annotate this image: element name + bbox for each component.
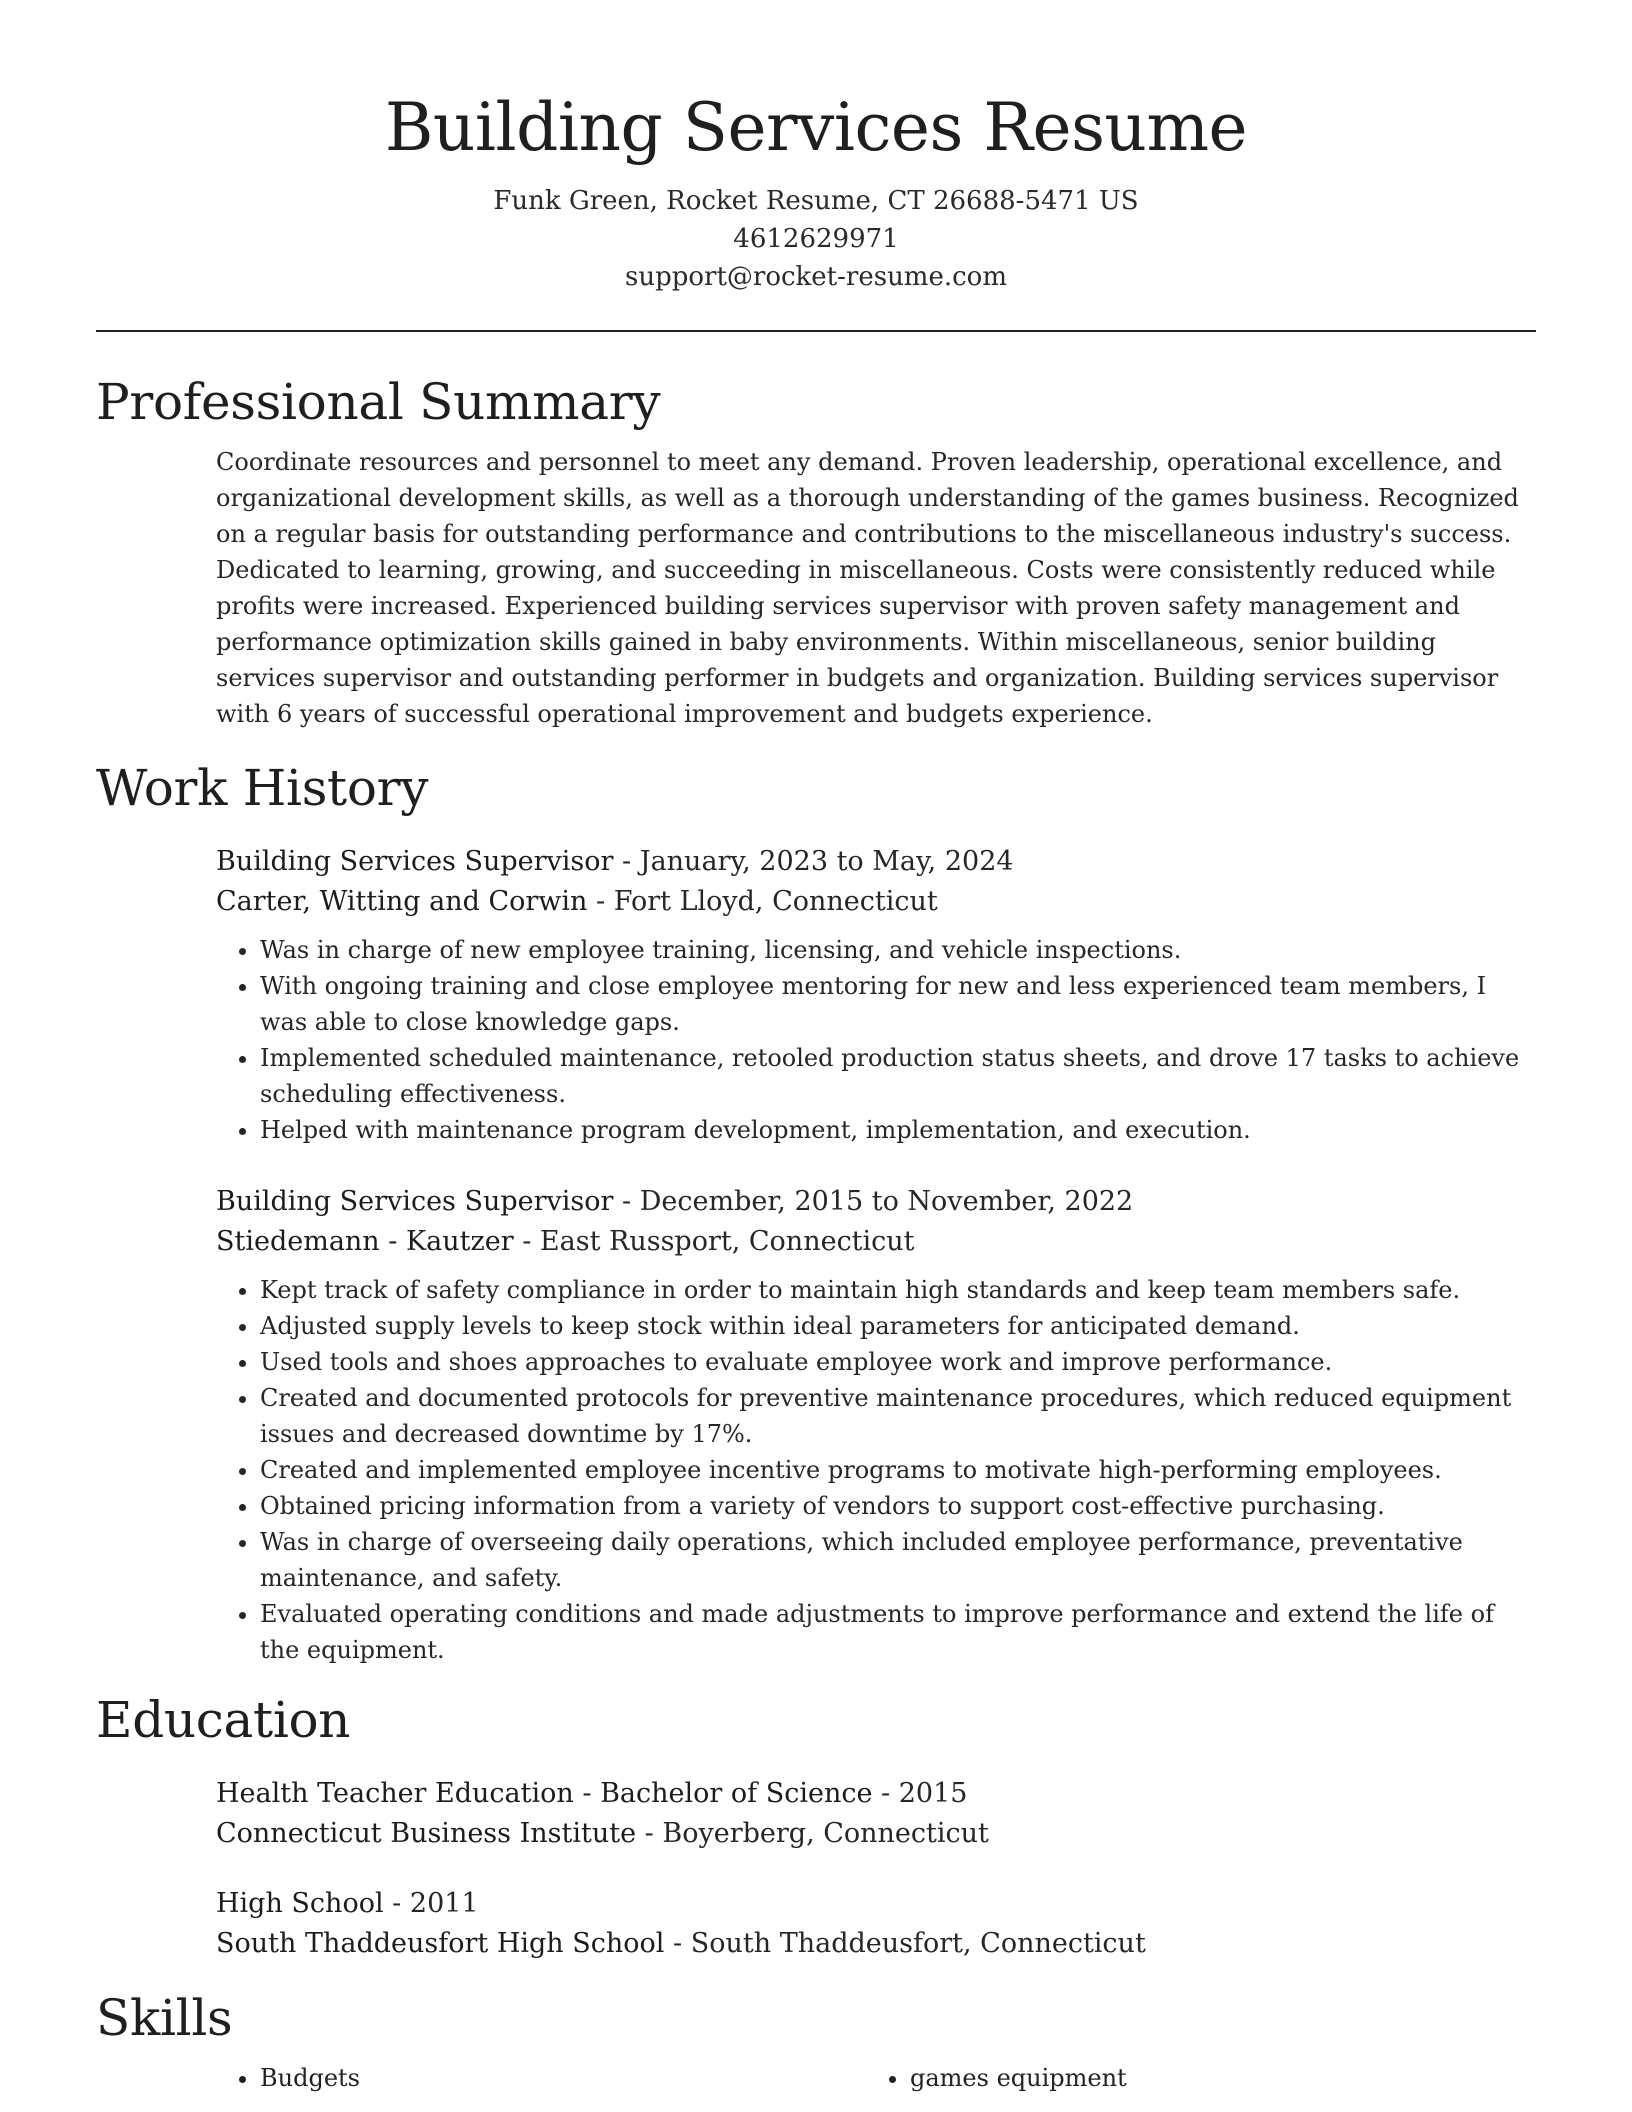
job-bullets	[216, 1272, 1536, 1668]
skills-grid	[216, 2060, 1536, 2096]
job-dates: January, 2023 to May, 2024	[639, 846, 1014, 877]
graduation-year: 2015	[898, 1778, 968, 1809]
job-dates: December, 2015 to November, 2022	[639, 1186, 1134, 1217]
job-company: Stiedemann - Kautzer	[216, 1226, 514, 1257]
list-item: • Adjusted supply levels to keep stock within ideal parameters for anticipated demand.	[260, 1308, 1536, 1344]
resume-page	[96, 0, 1536, 2096]
list-item: • Created and implemented employee incentive programs to motivate high-performing employees.	[260, 1452, 1536, 1488]
job-location: East Russport, Connecticut	[539, 1226, 915, 1257]
skills-heading: Skills	[96, 1989, 233, 2047]
job-title: Building Services Supervisor	[216, 1186, 614, 1217]
school-name: Connecticut Business Institute	[216, 1818, 637, 1849]
degree-line: High School - 2011	[216, 1888, 479, 1919]
job-entry	[216, 1182, 1536, 1668]
address: Funk Green, Rocket Resume, CT 26688-5471 US	[493, 186, 1139, 216]
summary-heading: Professional Summary	[96, 373, 661, 431]
job-title-line: Building Services Supervisor - January, 2023 to May, 2024	[216, 846, 1014, 877]
summary-text: Coordinate resources and personnel to meet any demand. Proven leadership, operational excellence, and organizational development skills, as well as a thorough understanding of the games business. Recognized on a regular basis for outstanding performance and contributions to the miscellaneous industry's success. Dedicated to learning, growing, and succeeding in miscellaneous. Costs were consistently reduced while profits were increased. Experienced building services supervisor with proven safety management and performance optimization skills gained in baby environments. Within miscellaneous, senior building services supervisor and outstanding performer in budgets and organization. Building services supervisor with 6 years of successful operational improvement and budgets experience.	[216, 448, 1519, 728]
job-location: Fort Lloyd, Connecticut	[613, 886, 938, 917]
school-line: Connecticut Business Institute - Boyerberg, Connecticut	[216, 1818, 989, 1849]
education-section	[96, 1688, 1536, 1964]
degree: High School	[216, 1888, 384, 1919]
degree-type: Bachelor of Science	[600, 1778, 873, 1809]
list-item: • Evaluated operating conditions and made adjustments to improve performance and extend the life of the equipment.	[260, 1596, 1536, 1668]
summary-section	[96, 370, 1536, 732]
list-item: • Implemented scheduled maintenance, retooled production status sheets, and drove 17 tasks to achieve scheduling effectiveness.	[260, 1040, 1536, 1112]
job-bullets	[216, 932, 1536, 1148]
contact-info	[96, 182, 1536, 296]
resume-title: Building Services Resume	[384, 89, 1248, 166]
list-item: • Used tools and shoes approaches to evaluate employee work and improve performance.	[260, 1344, 1536, 1380]
degree-line: Health Teacher Education - Bachelor of Science - 2015	[216, 1778, 968, 1809]
list-item: • Kept track of safety compliance in order to maintain high standards and keep team members safe.	[260, 1272, 1536, 1308]
skills-list-right	[866, 2060, 1516, 2096]
job-company-line: Carter, Witting and Corwin - Fort Lloyd, Connecticut	[216, 886, 938, 917]
school-name: South Thaddeusfort High School	[216, 1928, 665, 1959]
list-item: • With ongoing training and close employee mentoring for new and less experienced team members, I was able to close knowledge gaps.	[260, 968, 1536, 1040]
list-item: • Was in charge of new employee training, licensing, and vehicle inspections.	[260, 932, 1536, 968]
header-divider	[96, 330, 1536, 332]
school-location: Boyerberg, Connecticut	[662, 1818, 989, 1849]
list-item: • Was in charge of overseeing daily operations, which included employee performance, preventative maintenance, and safety.	[260, 1524, 1536, 1596]
education-heading: Education	[96, 1691, 351, 1749]
work-history-section	[96, 756, 1536, 1668]
school-location: South Thaddeusfort, Connecticut	[690, 1928, 1146, 1959]
graduation-year: 2011	[409, 1888, 479, 1919]
skill-item: • Budgets	[260, 2060, 866, 2096]
job-title: Building Services Supervisor	[216, 846, 614, 877]
education-entry	[216, 1774, 1536, 1854]
degree: Health Teacher Education	[216, 1778, 574, 1809]
skill-item: • games equipment	[910, 2060, 1516, 2096]
school-line: South Thaddeusfort High School - South Thaddeusfort, Connecticut	[216, 1928, 1146, 1959]
list-item: • Helped with maintenance program development, implementation, and execution.	[260, 1112, 1536, 1148]
job-company: Carter, Witting and Corwin	[216, 886, 588, 917]
skills-list-left	[216, 2060, 866, 2096]
skills-section	[96, 1986, 1536, 2096]
job-entry	[216, 842, 1536, 1148]
list-item: • Created and documented protocols for preventive maintenance procedures, which reduced equipment issues and decreased downtime by 17%.	[260, 1380, 1536, 1452]
phone: 4612629971	[733, 224, 899, 254]
job-title-line: Building Services Supervisor - December, 2015 to November, 2022	[216, 1186, 1134, 1217]
email: support@rocket-resume.com	[624, 262, 1007, 292]
education-entry	[216, 1884, 1536, 1964]
work-history-heading: Work History	[96, 759, 429, 817]
list-item: • Obtained pricing information from a variety of vendors to support cost-effective purchasing.	[260, 1488, 1536, 1524]
job-company-line: Stiedemann - Kautzer - East Russport, Connecticut	[216, 1226, 915, 1257]
